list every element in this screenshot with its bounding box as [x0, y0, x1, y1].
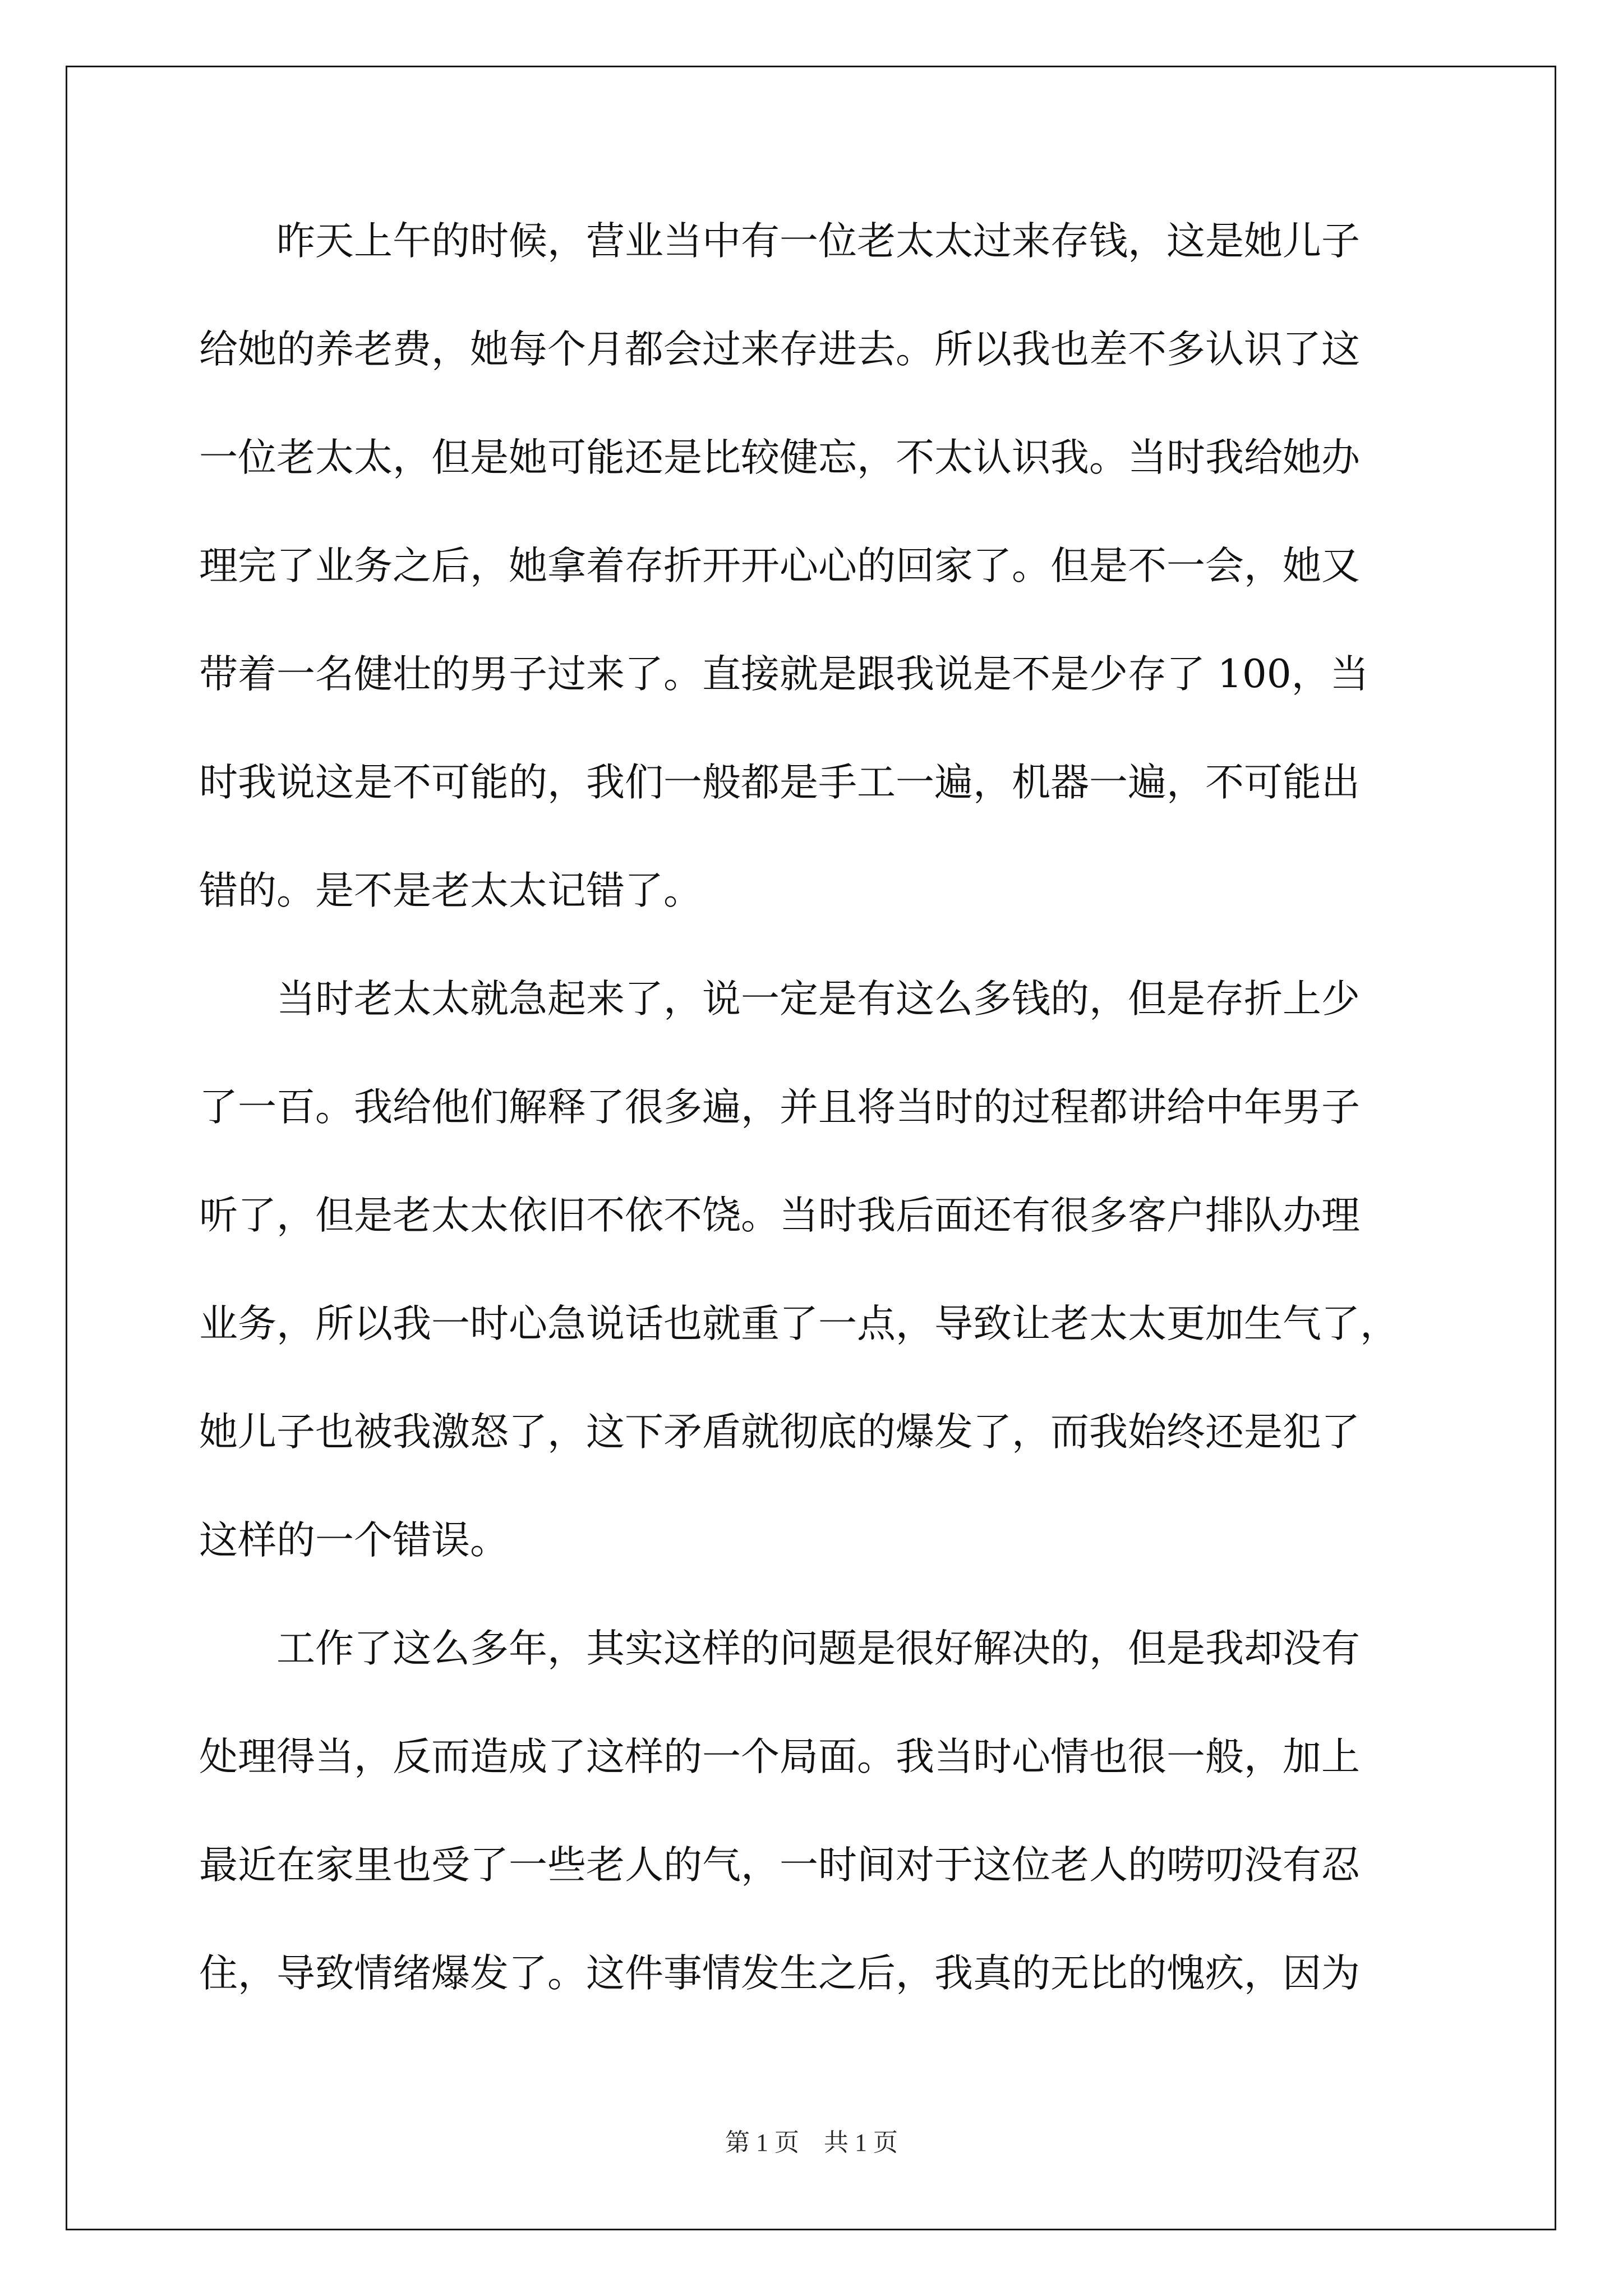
text-line: 了一百。我给他们解释了很多遍，并且将当时的过程都讲给中年男子 [199, 1085, 1360, 1130]
text-line: 昨天上午的时候，营业当中有一位老太太过来存钱，这是她儿子 [199, 219, 1360, 264]
text-line: 带着一名健壮的男子过来了。直接就是跟我说是不是少存了 100，当 [199, 652, 1369, 697]
text-line: 工作了这么多年，其实这样的问题是很好解决的，但是我却没有 [199, 1626, 1360, 1671]
page-border [66, 66, 1556, 2230]
text-line: 业务，所以我一时心急说话也就重了一点，导致让老太太更加生气了， [199, 1301, 1399, 1346]
text-line: 当时老太太就急起来了，说一定是有这么多钱的，但是存折上少 [199, 977, 1360, 1022]
text-line: 听了，但是老太太依旧不依不饶。当时我后面还有很多客户排队办理 [199, 1193, 1360, 1238]
text-line: 一位老太太，但是她可能还是比较健忘，不太认识我。当时我给她办 [199, 435, 1360, 480]
text-line: 时我说这是不可能的，我们一般都是手工一遍，机器一遍，不可能出 [199, 760, 1360, 805]
text-line: 这样的一个错误。 [199, 1518, 509, 1563]
text-line: 理完了业务之后，她拿着存折开开心心的回家了。但是不一会，她又 [199, 544, 1360, 588]
text-line: 给她的养老费，她每个月都会过来存进去。所以我也差不多认识了这 [199, 327, 1360, 372]
page-number-footer: 第 1 页 共 1 页 [725, 2129, 898, 2156]
text-line: 处理得当，反而造成了这样的一个局面。我当时心情也很一般，加上 [199, 1734, 1360, 1779]
text-line: 最近在家里也受了一些老人的气，一时间对于这位老人的唠叨没有忍 [199, 1843, 1360, 1888]
text-line: 错的。是不是老太太记错了。 [199, 868, 702, 913]
text-line: 住，导致情绪爆发了。这件事情发生之后，我真的无比的愧疚，因为 [199, 1951, 1360, 1996]
text-line: 她儿子也被我激怒了，这下矛盾就彻底的爆发了，而我始终还是犯了 [199, 1410, 1360, 1455]
